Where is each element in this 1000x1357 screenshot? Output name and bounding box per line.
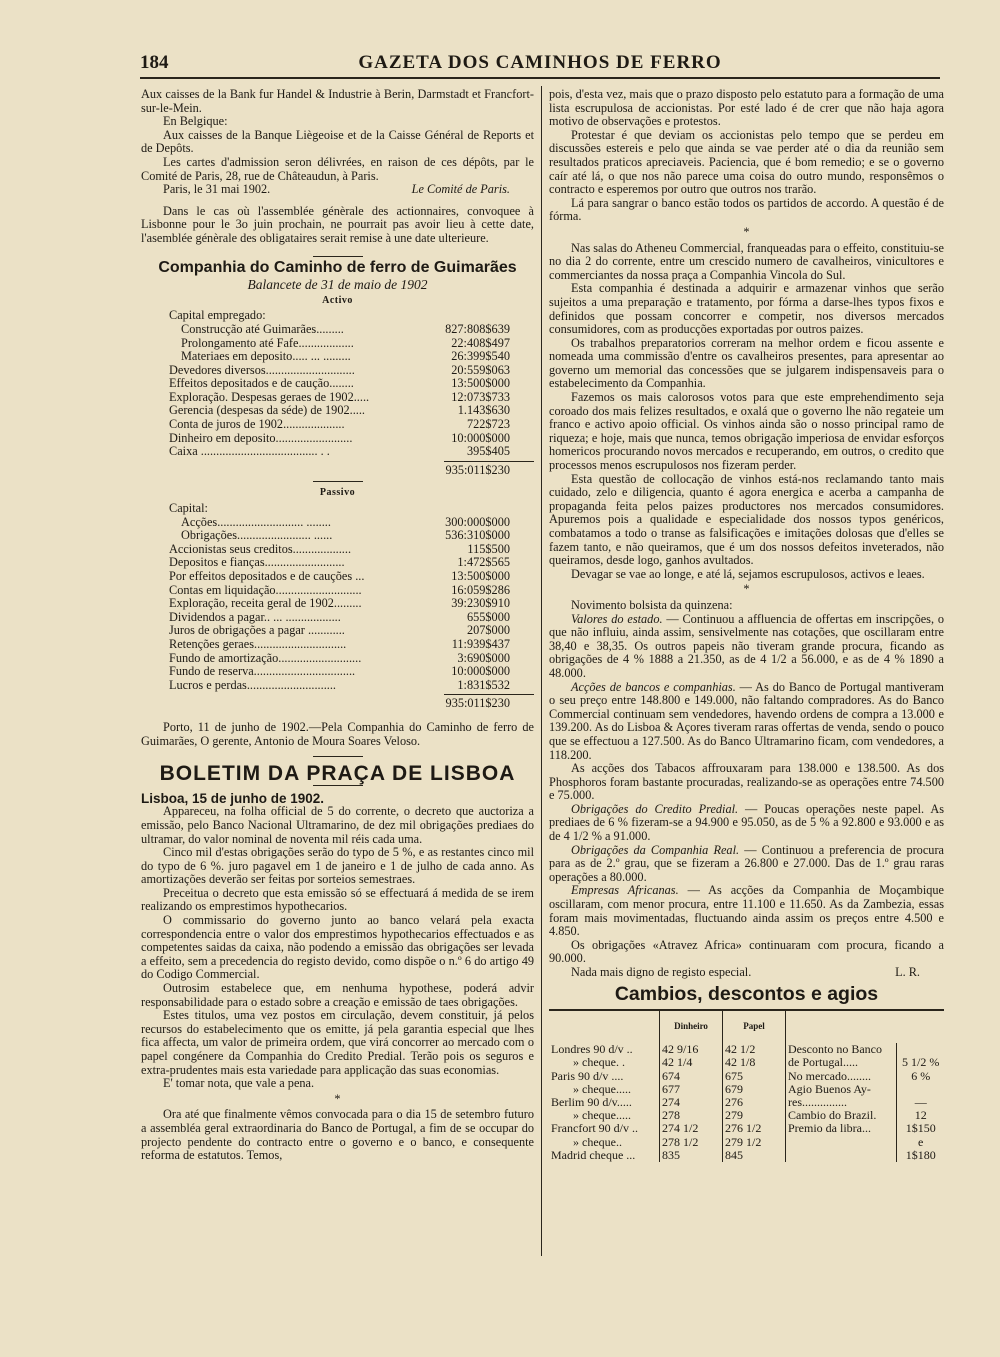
- article-para: Preceitua o decreto que esta emissão só se effectuará á medida de se irem realizando os emprestimos hypothecarios.: [141, 885, 534, 914]
- balance-row: [169, 516, 534, 530]
- movimento-text: Os obrigações «Atravez Africa» continuaram com procura, ficando a 90.000.: [549, 937, 944, 966]
- table-head-papel: Papel: [723, 1010, 786, 1043]
- table-cell-dinheiro: 42 9/16: [660, 1043, 723, 1056]
- balance-item: Devedores diversos.............................: [169, 362, 355, 377]
- balance-row: [169, 665, 534, 679]
- balance-item: Prolongamento até Fafe..................: [181, 335, 354, 350]
- movimento-para: [549, 939, 944, 966]
- balance-value: [510, 502, 534, 516]
- table-cell-label: Desconto no Banco: [786, 1043, 897, 1056]
- balance-value: 722$723: [466, 417, 510, 432]
- balance-value: 115$500: [467, 541, 510, 556]
- balance-item: Caixa ...................................... . .: [169, 444, 330, 459]
- header-rule: [140, 77, 940, 79]
- balance-row: [169, 502, 534, 516]
- balance-value: 536:310$000: [445, 528, 510, 543]
- table-cell-papel: 279 1/2: [723, 1136, 786, 1149]
- balance-value: [510, 309, 534, 323]
- balance-item: Acções............................ ........: [181, 514, 331, 529]
- article-para: Estes titulos, uma vez postos em circulação, devem constituir, já pelos recursos do estabelecimento que os emitte, já pela garantia especial que lhes fica affecta, um valor de primeira ordem, que virá concorrer ao mercado com o papel congénere da Companhia do Credito Predial. Terão pois os seguros e extra-prudentes mais esta variedade para applicação das suas economias.: [141, 1008, 534, 1077]
- balance-item: Accionistas seus creditos...................: [169, 541, 352, 556]
- table-cell-papel: 675: [723, 1070, 786, 1083]
- table-cell-rate: 12: [914, 1108, 927, 1123]
- table-head-blank: [549, 1010, 660, 1043]
- balance-row: [169, 377, 534, 391]
- balance-item: Conta de juros de 1902....................: [169, 417, 345, 432]
- balance-row: [169, 404, 534, 418]
- table-cell-papel: 276 1/2: [723, 1122, 786, 1135]
- movimento-text: — As do Banco de Portugal mantiveram o seu preço entre 148.800 e 149.000, não faltando compradores. As do Banco Commercial continuam sem vendedores, havendo ordens de compra a 13.000 e 139.200. As do Lisboa & Açores tiveram raras offertas de venda, sendo o pouco que se effectuou a 127.500. As do Banco Ultramarino ficam, com vendedores, a 118.200.: [549, 679, 944, 762]
- table-cell-place: Londres 90 d/v ..: [551, 1042, 633, 1057]
- movimento-heading: Novimento bolsista da quinzena:: [571, 597, 733, 612]
- balance-row: [169, 364, 534, 378]
- balance-item: Contas em liquidação............................: [169, 582, 362, 597]
- movimento-lead: Obrigações da Companhia Real.: [571, 842, 740, 857]
- article-para: Outrosim estabelece que, em nenhuma hypothese, poderá advir responsabilidade para o estado sobre a creação e emissão de taes obrigações.: [141, 981, 534, 1009]
- article-para: Nas salas do Atheneu Commercial, franqueadas para o effeito, constituiu-se no dia 2 do corrente, entre um crescido numero de cavalheiros, vinicultores e commerciantes da nossa praça a Companhia Vincola do Sul.: [549, 240, 944, 282]
- table-head-blank: [897, 1010, 944, 1043]
- balance-item: Dividendos a pagar.. ... ..................: [169, 609, 341, 624]
- article-para: Lá para sangrar o banco estão todos os partidos de accordo. A questão é de fórma.: [549, 195, 944, 224]
- balance-value: 22:408$497: [451, 335, 510, 350]
- cambios-table: [549, 1009, 944, 1162]
- balance-row: [169, 391, 534, 405]
- balance-value: 827:808$639: [445, 321, 510, 336]
- boletim-heading: BOLETIM DA PRAÇA DE LISBOA: [159, 762, 516, 786]
- table-cell-papel: 279: [723, 1109, 786, 1122]
- intro-para: Aux caisses de la Banque Liègeoise et de la Caisse Général de Reports et de Depôts.: [141, 127, 534, 156]
- table-cell-rate: 5 1/2 %: [902, 1055, 940, 1070]
- balance-value: 1:472$565: [457, 555, 510, 570]
- table-cell-place: Madrid cheque ...: [551, 1147, 636, 1162]
- balance-item: Fundo de amortização...........................: [169, 650, 362, 665]
- table-head-blank: [786, 1010, 897, 1043]
- page-header: [140, 52, 940, 76]
- signature-date: Paris, le 31 mai 1902.: [163, 182, 271, 197]
- table-cell-place: » cheque. .: [573, 1055, 625, 1070]
- balance-item: Lucros e perdas.............................: [169, 677, 336, 692]
- balance-row: [169, 323, 534, 337]
- activo-total: 935:011$230: [445, 462, 510, 477]
- article-para: O commissario do governo junto ao banco velará pela exacta correspondencia entre o valor dos emprestimos hypothecarios effectuados e as competentes saidas da caixa, não podendo a emissão das obrigações ser levada a effeito, sem a precedencia do registo devido, como dispõe o n.º 6 do artigo 49 do Codigo Commercial.: [141, 913, 534, 982]
- table-cell-papel: 42 1/8: [723, 1056, 786, 1069]
- balance-value: 207$000: [466, 623, 510, 638]
- balance-item: Por effeitos depositados e de cauções ...: [169, 569, 365, 583]
- left-column: [141, 88, 534, 1163]
- table-cell-dinheiro: 278 1/2: [660, 1136, 723, 1149]
- table-cell-label: Agio Buenos Ay-: [786, 1083, 897, 1096]
- balance-value: 300:000$000: [445, 514, 510, 529]
- balance-value: 655$000: [466, 609, 510, 624]
- activo-table: [141, 309, 534, 459]
- movimento-para: [549, 884, 944, 938]
- signature-line: [141, 183, 534, 197]
- article-para: E' tomar nota, que vale a pena.: [163, 1076, 315, 1091]
- movimento-para: [549, 681, 944, 763]
- table-cell-place: » cheque.....: [573, 1108, 631, 1123]
- balance-item: Retenções geraes..............................: [169, 636, 347, 651]
- balance-row: [169, 445, 534, 459]
- table-cell-label: [786, 1149, 897, 1162]
- table-cell-place: Berlim 90 d/v.....: [551, 1095, 632, 1109]
- cambios-heading: Cambios, descontos e agios: [614, 982, 879, 1005]
- movimento-text: — As acções da Companhia de Moçambique oscillaram, com menor procura, entre 11.100 e 11.650. As da Zambezia, essas foram mais movimentadas, fluctuando ainda assim os preços entre 4.500 e 4.850.: [549, 883, 945, 939]
- table-cell-dinheiro: 278: [660, 1109, 723, 1122]
- movimento-text: — Continuou a preferencia de procura para as de 2.º grau, que se fizeram a 26.800 e 27.000. Das de 1.º grau raras operações a 80.000.: [549, 842, 944, 884]
- article-para: pois, d'esta vez, mais que o prazo disposto pelo estatuto para a formação de uma lista escrupulosa de accionistas. Por esté lado é de crer que não haja agora motivo de observações e protestos.: [549, 87, 944, 129]
- article-para: Devagar se vae ao longe, e até lá, sejamos escrupulosos, activos e leaes.: [571, 566, 925, 581]
- balance-row: [169, 529, 534, 543]
- table-row: [549, 1070, 944, 1083]
- company-heading: Companhia do Caminho de ferro de Guimarães: [158, 258, 517, 276]
- movimento-lead: Valores do estado.: [571, 611, 663, 626]
- asterism: *: [743, 224, 750, 239]
- section-rule: [313, 756, 363, 757]
- column-divider: [541, 86, 542, 1256]
- table-cell-dinheiro: 677: [660, 1083, 723, 1096]
- table-cell-rate: e: [918, 1134, 924, 1149]
- balance-value: 11:939$437: [451, 636, 510, 651]
- section-rule: [313, 481, 363, 482]
- table-cell-label: Premio da libra...: [786, 1122, 897, 1135]
- balance-item: Exploração, receita geral de 1902.........: [169, 596, 362, 611]
- movimento-lead: Acções de bancos e companhias.: [571, 679, 736, 694]
- balance-item: Capital empregado:: [169, 308, 266, 323]
- table-row: [549, 1056, 944, 1069]
- balance-value: 3:690$000: [457, 650, 510, 665]
- balance-row: [169, 652, 534, 666]
- balance-value: 13:500$000: [451, 376, 510, 391]
- table-cell-papel: 276: [723, 1096, 786, 1109]
- table-cell-papel: 42 1/2: [723, 1043, 786, 1056]
- balance-item: Depositos e fianças..........................: [169, 555, 345, 570]
- article-para: Cinco mil d'estas obrigações serão do typo de 5 %, e as restantes cinco mil do typo de 6 %. juro pagavel em 1 de janeiro e 1 de julho de cada anno. As amortizações deverão ser feitas por sorteios semestraes.: [141, 845, 534, 887]
- movimento-text: — Poucas operações neste papel. As prediaes de 6 % fizeram-se a 94.900 e 95.050, as de 5 % a 92.800 e 93.000 e as de 4 1/2 % a 91.000.: [549, 801, 944, 844]
- table-cell-dinheiro: 835: [660, 1149, 723, 1162]
- passivo-label: Passivo: [319, 487, 356, 499]
- balance-item: Materiaes em deposito..... ... .........: [181, 349, 351, 364]
- table-head-dinheiro: Dinheiro: [660, 1010, 723, 1043]
- table-cell-rate: 6 %: [911, 1068, 931, 1083]
- balance-value: 10:000$000: [451, 664, 510, 679]
- movimento-list: [549, 613, 944, 966]
- balance-item: Capital:: [169, 501, 208, 516]
- table-row: [549, 1136, 944, 1149]
- article-para: Protestar é que deviam os accionistas pelo tempo que se perdeu em discussões estereis e pelo que ainda se vae perder até o dia da reunião sem resultados praticos apreciaveis. Paciencia, que é bom remedio; e se o governo caír até lá, o que nos não parece uma coisa do outro mundo, responsêmos o contracto e esperemos por outro que outros nos trarão.: [549, 127, 944, 197]
- balance-value: 20:559$063: [451, 362, 510, 377]
- balance-row: [169, 418, 534, 432]
- table-cell-rate: 1$180: [905, 1147, 936, 1162]
- movimento-para: [549, 844, 944, 885]
- movimento-lead: Empresas Africanas.: [571, 883, 679, 898]
- table-row: [549, 1122, 944, 1135]
- table-cell-label: [786, 1136, 897, 1149]
- table-cell-rate: —: [914, 1095, 927, 1109]
- balance-value: 1.143$630: [457, 403, 510, 418]
- balance-row: [169, 584, 534, 598]
- balance-row: [169, 350, 534, 364]
- balance-value: 13:500$000: [451, 569, 510, 583]
- movimento-lead: Obrigações do Credito Predial.: [571, 801, 739, 816]
- balance-row: [169, 679, 534, 693]
- table-cell-place: Francfort 90 d/v ..: [551, 1121, 638, 1136]
- table-cell-place: » cheque.....: [573, 1081, 631, 1096]
- page-title: GAZETA DOS CAMINHOS DE FERRO: [358, 52, 722, 73]
- table-cell-dinheiro: 674: [660, 1070, 723, 1083]
- movimento-para: [549, 762, 944, 803]
- table-cell-papel: 679: [723, 1083, 786, 1096]
- dateline: Lisboa, 15 de junho de 1902.: [141, 790, 325, 806]
- porto-para: Porto, 11 de junho de 1902.—Pela Companhia do Caminho de ferro de Guimarães, O gerente, Antonio de Moura Soares Veloso.: [141, 719, 534, 748]
- table-cell-label: de Portugal.....: [786, 1056, 897, 1069]
- balance-row: [169, 597, 534, 611]
- balance-item: Dinheiro em deposito.........................: [169, 430, 353, 445]
- balance-row: [169, 337, 534, 351]
- movimento-text: As acções dos Tabacos affrouxaram para 138.000 e 138.500. As dos Phosphoros foram bastante procuradas, realizando-se as operações entre 74.500 e 75.000.: [549, 761, 944, 803]
- asterism: *: [743, 582, 750, 597]
- table-row: [549, 1149, 944, 1162]
- passivo-table: [141, 502, 534, 692]
- balance-item: Exploração. Despesas geraes de 1902.....: [169, 389, 370, 404]
- balance-item: Fundo de reserva.................................: [169, 664, 356, 679]
- balance-item: Juros de obrigações a pagar ............: [169, 623, 345, 638]
- passivo-total: 935:011$230: [445, 696, 510, 711]
- movimento-text: — Continuou a affluencia de offertas em inscripções, o que não influiu, ainda assim, sensivelmente nas cotações, que oscillaram entre 38,40 e 38,35. Os outros papeis não tiveram grande procura, ficando as obrigações de 4 % 1888 a 21.350, as de 4 1/2 a 56.000, e as de 4 % 1890 a 48.000.: [549, 611, 944, 680]
- movimento-para: [549, 803, 944, 844]
- balance-item: Gerencia (despesas da séde) de 1902.....: [169, 403, 365, 418]
- balance-value: 39:230$910: [451, 596, 510, 611]
- section-rule: [313, 256, 363, 257]
- balance-title: Balancete de 31 de maio de 1902: [247, 277, 428, 293]
- total-rule: [444, 694, 534, 695]
- table-cell-label: No mercado........: [786, 1070, 897, 1083]
- balance-item: Obrigações........................ ......: [181, 528, 333, 543]
- table-cell-label: res...............: [786, 1096, 897, 1109]
- balance-row: [169, 611, 534, 625]
- article-para: Appareceu, na folha official de 5 do corrente, o decreto que auctoriza a emissão, pelo Banco Nacional Ultramarino, de dez mil obrigações prediaes do ultramar, do valor nominal de noventa mil réis cada uma.: [141, 804, 534, 846]
- intro-para: Aux caisses de la Bank fur Handel & Industrie à Berin, Darmstadt et Francfort-sur-le-Mein.: [141, 87, 534, 115]
- balance-value: 1:831$532: [457, 677, 510, 692]
- note-para: Dans le cas où l'assemblée génèrale des actionnaires, convoquee à Lisbonne pour le 3o juin prochain, ne pourrait pas avoir lieu à cette date, l'asemblée génèrale des obligataires serait remise à une date ulterieure.: [141, 203, 534, 245]
- intro-para: En Belgique:: [163, 114, 228, 129]
- table-cell-label: Cambio do Brazil.: [786, 1109, 897, 1122]
- balance-item: Effeitos depositados e de caução........: [169, 376, 354, 391]
- asterism: *: [334, 1091, 341, 1106]
- initials: L. R.: [895, 965, 920, 979]
- closing-text: Nada mais digno de registo especial.: [571, 965, 752, 979]
- balance-row: [169, 570, 534, 584]
- table-cell-place: Paris 90 d/v ....: [551, 1068, 624, 1083]
- article-para: Esta companhia é destinada a adquirir e armazenar vinhos que serão sujeitos a uma preparação e tratamento, por fórma a darse-lhes typos fixos e definidos que possam concorrer e competir, nos diversos mercados consumidores, com as producções exportadas por outros paizes.: [549, 281, 944, 337]
- table-cell-dinheiro: 274 1/2: [660, 1122, 723, 1135]
- cambios-body: [549, 1043, 944, 1162]
- intro-para: Les cartes d'admission seron délivrées, en raison de ces dépôts, par le Comité de Paris, 28, rue de Châteaudun, à Paris.: [141, 154, 534, 183]
- total-rule: [444, 461, 534, 462]
- balance-row: [169, 638, 534, 652]
- balance-value: 26:399$540: [451, 349, 510, 364]
- article-para: Esta questão de collocação de vinhos está-nos reclamando tanto mais cuidado, zelo e diligencia, quanto é agora energica e acerba a campanha de propaganda feita pelos paizes productores nos mercados consumidores. Apuremos pois a qualidade e especialidade dos nossos typos genéricos, combatamos a todo o transe as falsificações e imitações dolosas que d'elles se fazem tanto, e não queiramos, que é um dos nossos defeitos inveterados, não queiramos, desde logo, ganhos avultados.: [549, 471, 944, 568]
- balance-value: 395$405: [466, 444, 510, 459]
- balance-row: [169, 543, 534, 557]
- balance-row: [169, 624, 534, 638]
- movimento-para: [549, 613, 944, 681]
- table-cell-place: » cheque..: [573, 1134, 622, 1149]
- right-column: [549, 88, 944, 1162]
- closing-line: [549, 966, 944, 980]
- table-cell-dinheiro: 42 1/4: [660, 1056, 723, 1069]
- balance-item: Construcção até Guimarães.........: [181, 321, 344, 336]
- page-number: 184: [140, 52, 169, 73]
- balance-row: [169, 309, 534, 323]
- article-para: Fazemos os mais calorosos votos para que este emprehendimento seja coroado dos mais felizes resultados, e oxalá que o governo lhe não regateie um franco e activo apoio official. Os vinhos ainda são o nosso principal ramo de riqueza; e hoje, mais que nunca, temos obrigação imperiosa de envidar esforços homericos procurando novos mercados e recuperando, em outros, o credito que processos menos escrupulosos nos fizeram perder.: [549, 390, 944, 473]
- balance-row: [169, 432, 534, 446]
- signature-committee: Le Comité de Paris.: [411, 182, 510, 197]
- article-para: Ora até que finalmente vêmos convocada para o dia 15 de setembro futuro a assembléa geral extraordinaria do Banco de Portugal, a fim de se occupar do projecto pendente do contracto entre o governo e o banco, e consequente reforma de estatutos. Temos,: [141, 1107, 534, 1163]
- table-cell-dinheiro: 274: [660, 1096, 723, 1109]
- balance-row: [169, 556, 534, 570]
- table-cell-papel: 845: [723, 1149, 786, 1162]
- balance-value: 10:000$000: [451, 430, 510, 445]
- table-cell-rate: 1$150: [905, 1121, 936, 1136]
- article-para: Os trabalhos preparatorios correram na melhor ordem e ficou assente e nomeada uma commissão d'entre os cavalheiros presentes, para apresentar ao governo um memorial das concessões que se julgarem indispensaveis para o estabelecimento da Companhia.: [549, 335, 944, 391]
- balance-value: 16:059$286: [451, 582, 510, 597]
- activo-label: Activo: [322, 294, 353, 306]
- balance-value: 12:073$733: [451, 389, 510, 404]
